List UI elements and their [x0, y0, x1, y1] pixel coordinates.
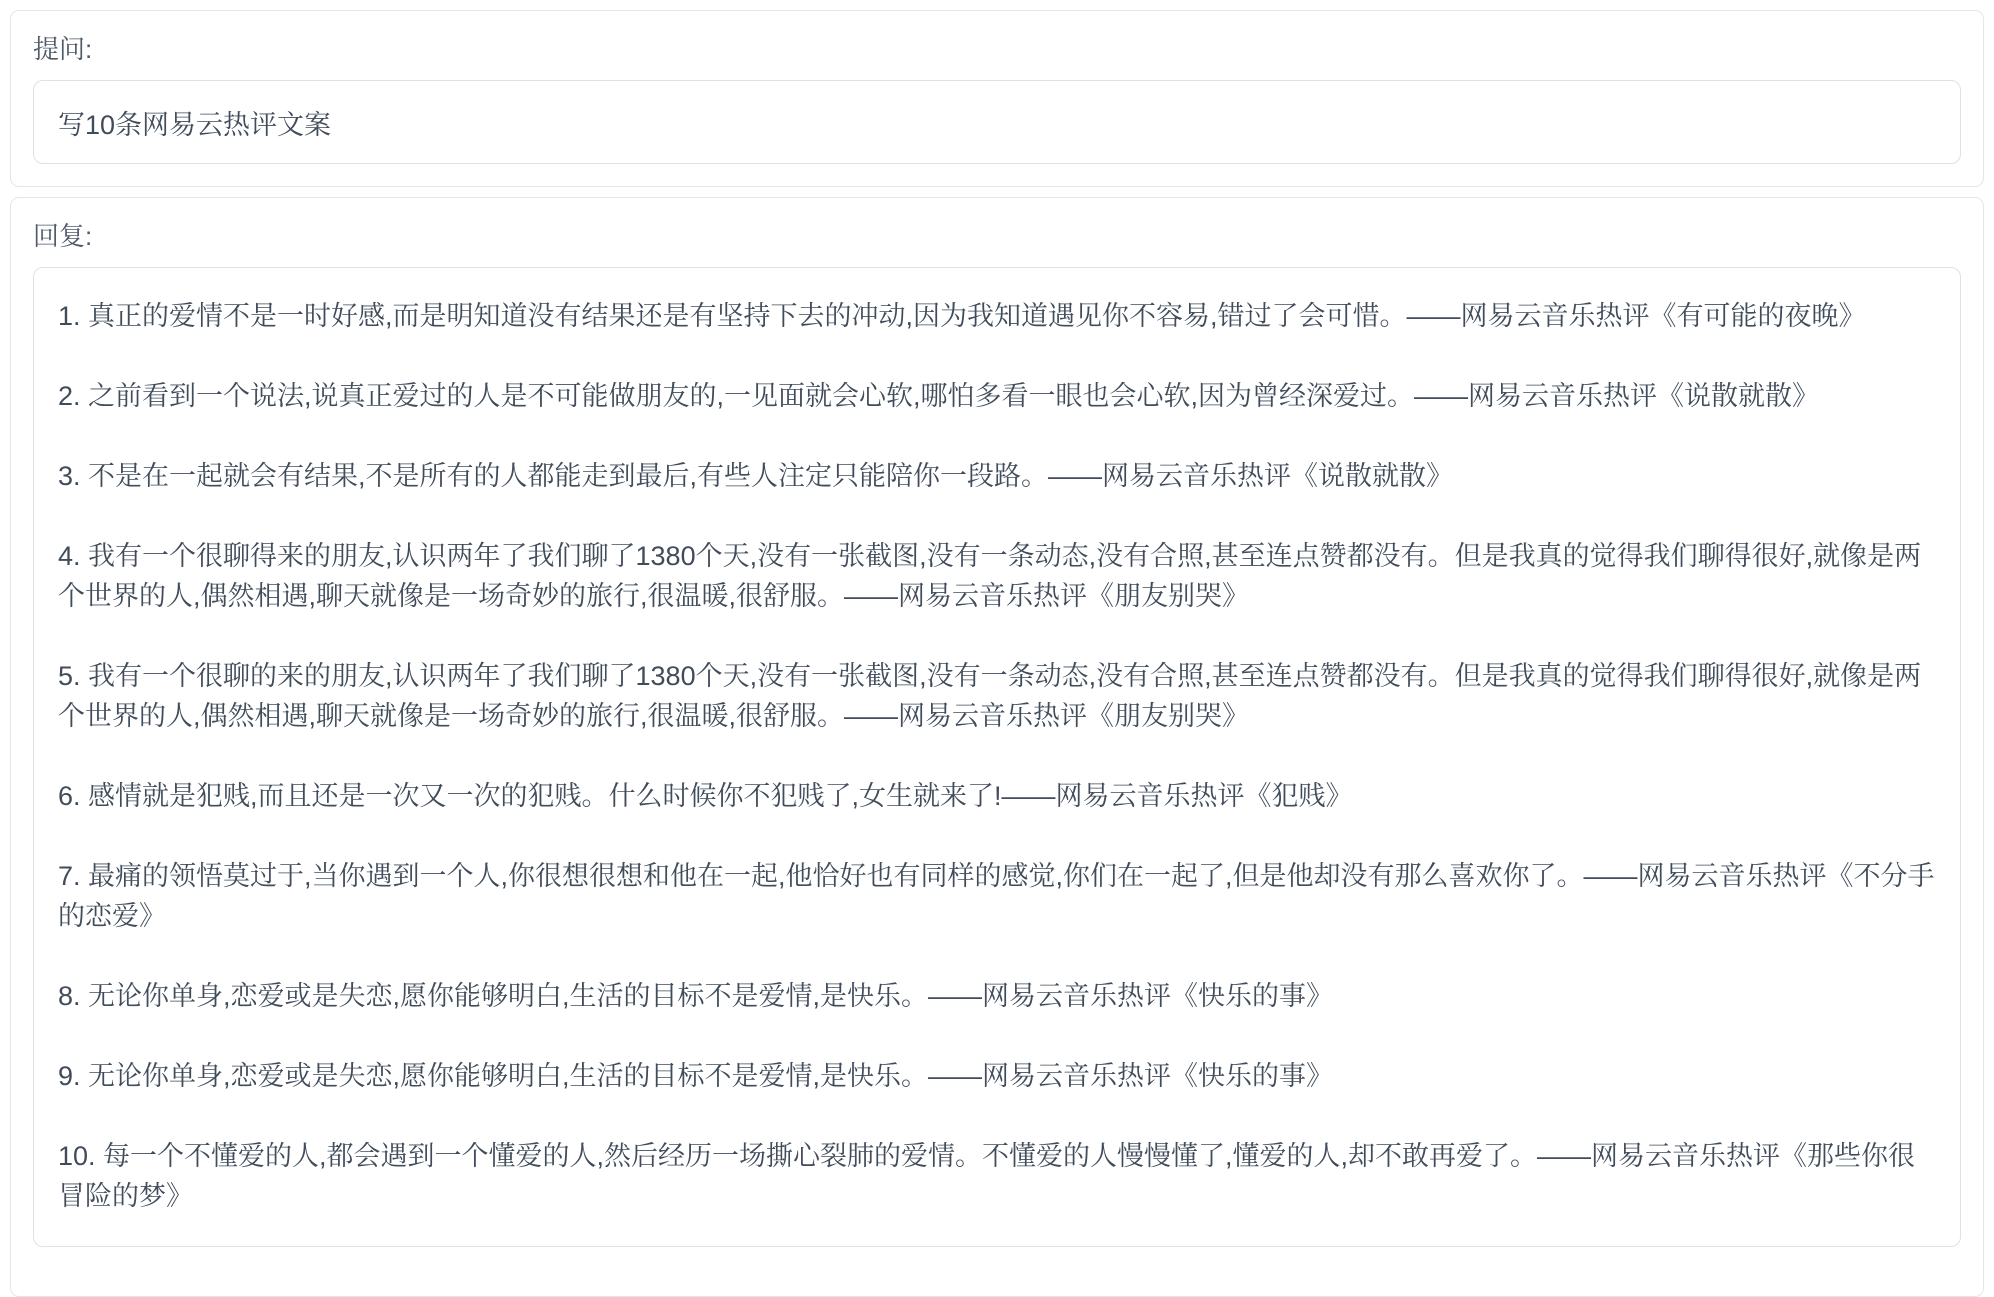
reply-item: 8. 无论你单身,恋爱或是失恋,愿你能够明白,生活的目标不是爱情,是快乐。——网易云音乐热评《快乐的事》	[58, 981, 1334, 1011]
reply-item: 5. 我有一个很聊的来的朋友,认识两年了我们聊了1380个天,没有一张截图,没有一条动态,没有合照,甚至连点赞都没有。但是我真的觉得我们聊得很好,就像是两个世界的人,偶然相遇,聊天就像是一场奇妙的旅行,很温暖,很舒服。——网易云音乐热评《朋友别哭》	[58, 661, 1922, 731]
reply-item: 6. 感情就是犯贱,而且还是一次又一次的犯贱。什么时候你不犯贱了,女生就来了!——网易云音乐热评《犯贱》	[58, 781, 1353, 811]
reply-item: 4. 我有一个很聊得来的朋友,认识两年了我们聊了1380个天,没有一张截图,没有一条动态,没有合照,甚至连点赞都没有。但是我真的觉得我们聊得很好,就像是两个世界的人,偶然相遇,聊天就像是一场奇妙的旅行,很温暖,很舒服。——网易云音乐热评《朋友别哭》	[58, 541, 1922, 611]
question-input[interactable]	[33, 80, 1961, 164]
reply-output	[33, 267, 1961, 1247]
question-section	[10, 10, 1984, 187]
reply-item: 10. 每一个不懂爱的人,都会遇到一个懂爱的人,然后经历一场撕心裂肺的爱情。不懂爱的人慢慢懂了,懂爱的人,却不敢再爱了。——网易云音乐热评《那些你很冒险的梦》	[58, 1141, 1916, 1211]
reply-item: 1. 真正的爱情不是一时好感,而是明知道没有结果还是有坚持下去的冲动,因为我知道遇见你不容易,错过了会可惜。——网易云音乐热评《有可能的夜晚》	[58, 301, 1866, 331]
reply-item: 9. 无论你单身,恋爱或是失恋,愿你能够明白,生活的目标不是爱情,是快乐。——网易云音乐热评《快乐的事》	[58, 1061, 1334, 1091]
reply-section	[10, 197, 1984, 1297]
reply-item: 7. 最痛的领悟莫过于,当你遇到一个人,你很想很想和他在一起,他恰好也有同样的感觉,你们在一起了,但是他却没有那么喜欢你了。——网易云音乐热评《不分手的恋爱》	[58, 861, 1935, 931]
question-input-value: 写10条网易云热评文案	[58, 109, 332, 140]
reply-item: 2. 之前看到一个说法,说真正爱过的人是不可能做朋友的,一见面就会心软,哪怕多看一眼也会心软,因为曾经深爱过。——网易云音乐热评《说散就散》	[58, 381, 1820, 411]
reply-label: 回复:	[33, 221, 93, 251]
question-label: 提问:	[33, 34, 93, 64]
reply-item: 3. 不是在一起就会有结果,不是所有的人都能走到最后,有些人注定只能陪你一段路。——网易云音乐热评《说散就散》	[58, 461, 1454, 491]
